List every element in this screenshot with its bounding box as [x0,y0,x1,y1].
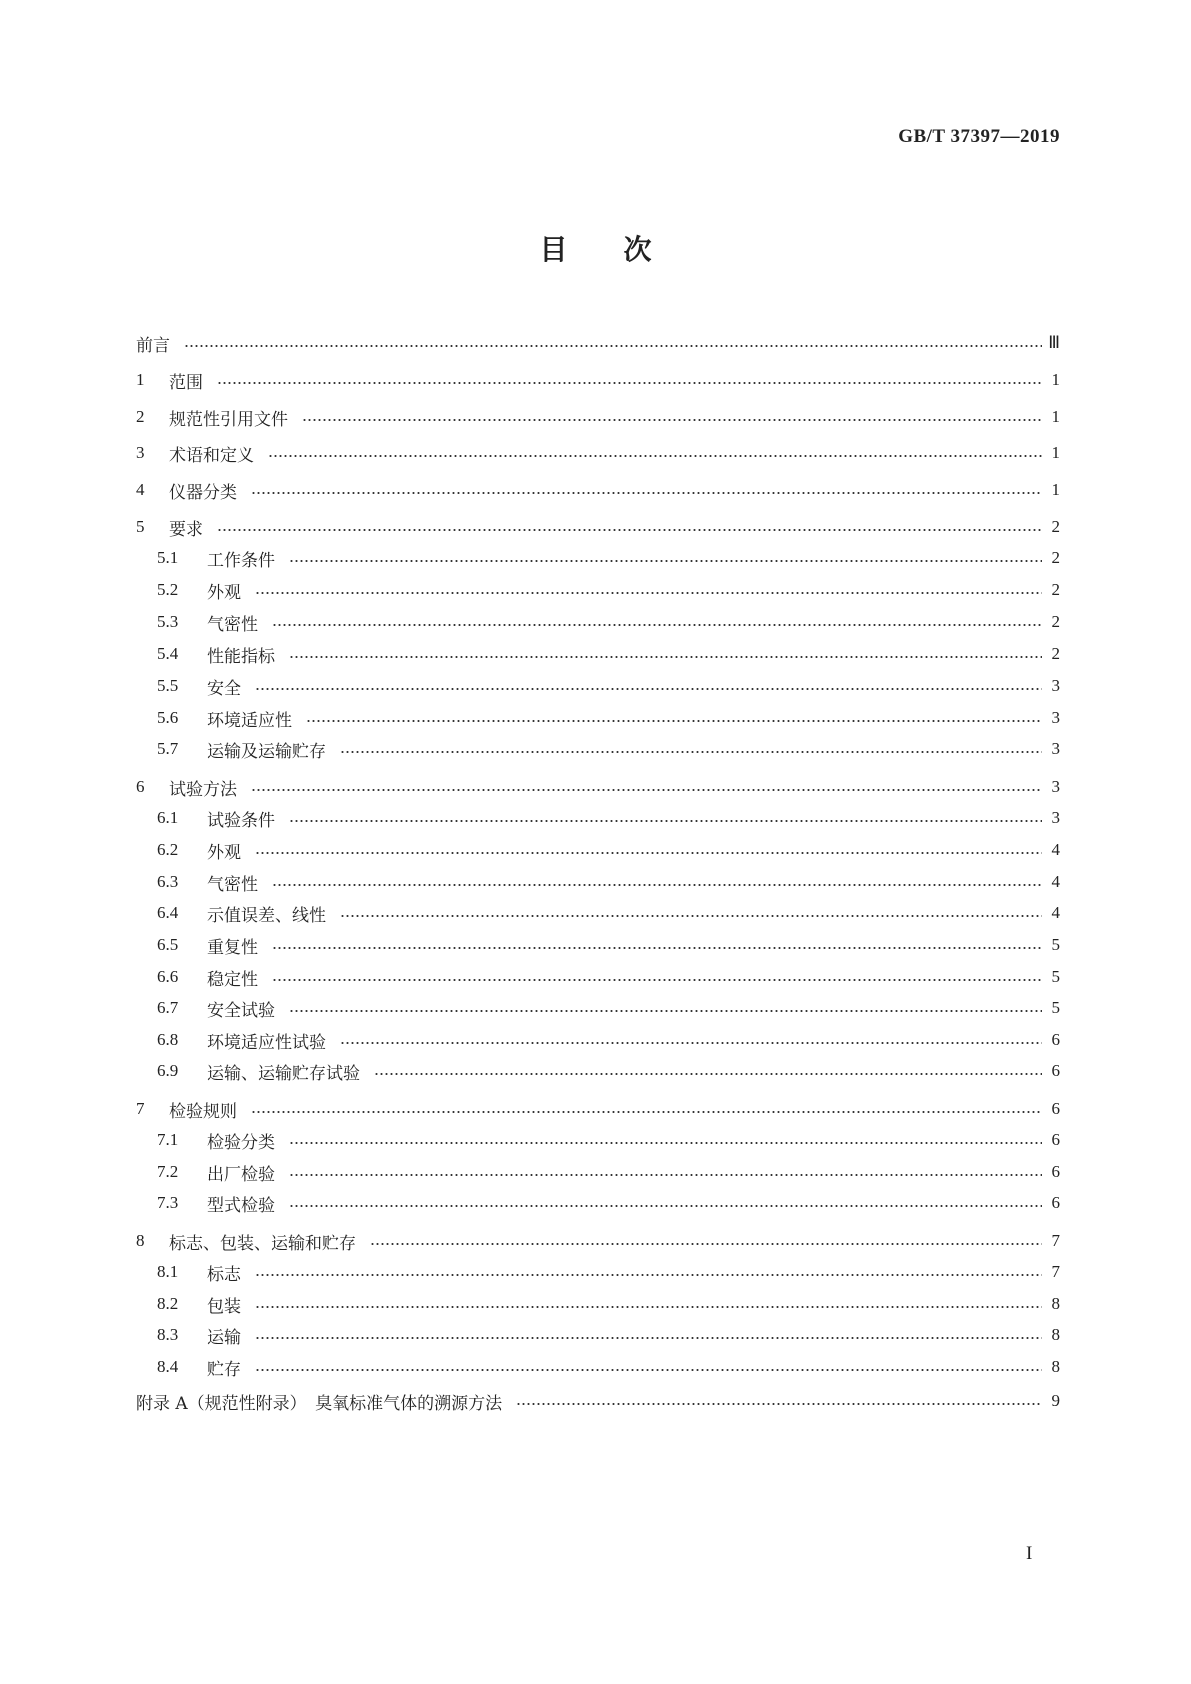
dot-leader [217,528,1042,532]
dot-leader [289,1009,1042,1013]
toc-entry[interactable] [136,441,1060,465]
toc-entry-number: 7.3 [157,1193,179,1212]
toc-entry[interactable] [136,1229,1060,1253]
toc-entry-label: 检验规则 [169,1101,237,1122]
toc-entry-label: 前言 [136,335,170,356]
title-char: 次 [623,233,652,266]
toc-entry-number: 6.6 [157,967,179,986]
dot-leader [184,344,1042,348]
toc-entry[interactable] [157,1028,1060,1052]
page-title [0,228,1191,268]
toc-entry[interactable] [136,1097,1060,1121]
toc-entry-page: 3 [1051,808,1060,827]
toc-entry-label: 外观 [207,582,241,603]
toc-entry-number: 6.9 [157,1061,179,1080]
toc-entry-label: 仪器分类 [169,482,237,503]
toc-entry-label: 工作条件 [207,550,275,571]
toc-entry[interactable] [136,405,1060,429]
title-char: 目 [539,233,568,266]
toc-entry[interactable] [136,368,1060,392]
toc-entry-page: Ⅲ [1048,333,1060,352]
toc-entry-number: 5.6 [157,708,179,727]
toc-entry-label: 附录 A（规范性附录） 臭氧标准气体的溯源方法 [136,1393,503,1414]
toc-entry[interactable] [136,775,1060,799]
toc-entry-page: 2 [1051,580,1060,599]
toc-entry-label: 试验方法 [169,779,237,800]
toc-entry-label: 标志 [207,1264,241,1285]
toc-entry-number: 6.7 [157,998,179,1017]
dot-leader [289,1173,1042,1177]
toc-entry-page: 9 [1051,1391,1060,1410]
toc-entry-page: 8 [1051,1357,1060,1376]
toc-entry-page: 4 [1051,840,1060,859]
toc-entry[interactable] [157,1191,1060,1215]
dot-leader [217,381,1042,385]
dot-leader [255,1273,1042,1277]
toc-entry-page: 4 [1051,903,1060,922]
dot-leader [255,851,1042,855]
toc-entry[interactable] [157,838,1060,862]
dot-leader [306,719,1042,723]
toc-entry-number: 7.1 [157,1130,179,1149]
toc-entry-label: 规范性引用文件 [169,409,288,430]
toc-entry-page: 5 [1051,967,1060,986]
toc-entry-number: 6.5 [157,935,179,954]
toc-entry[interactable] [157,1128,1060,1152]
toc-entry-number: 6.2 [157,840,179,859]
toc-entry-label: 范围 [169,372,203,393]
dot-leader [251,1110,1042,1114]
dot-leader [370,1242,1042,1246]
toc-entry-number: 1 [136,370,145,389]
toc-entry-page: 1 [1051,370,1060,389]
toc-entry[interactable] [157,578,1060,602]
toc-entry-label: 运输及运输贮存 [207,741,326,762]
toc-entry-page: 5 [1051,935,1060,954]
toc-entry-label: 检验分类 [207,1132,275,1153]
toc-entry-number: 2 [136,407,145,426]
toc-entry-page: 6 [1051,1193,1060,1212]
toc-entry-page: 5 [1051,998,1060,1017]
dot-leader [251,491,1042,495]
toc-entry[interactable] [157,965,1060,989]
dot-leader [268,454,1042,458]
toc-entry-page: 6 [1051,1130,1060,1149]
toc-entry[interactable] [157,546,1060,570]
toc-entry-page: 2 [1051,644,1060,663]
toc-entry[interactable] [136,331,1060,355]
toc-entry[interactable] [157,674,1060,698]
toc-entry-number: 5.7 [157,739,179,758]
toc-entry-number: 6.3 [157,872,179,891]
toc-entry-number: 5.5 [157,676,179,695]
dot-leader [289,559,1042,563]
dot-leader [289,819,1042,823]
toc-entry-number: 7 [136,1099,145,1118]
dot-leader [272,946,1042,950]
dot-leader [289,1204,1042,1208]
toc-entry-label: 出厂检验 [207,1164,275,1185]
dot-leader [255,687,1042,691]
toc-entry-number: 8 [136,1231,145,1250]
toc-entry-label: 试验条件 [207,810,275,831]
toc-entry-number: 6.1 [157,808,179,827]
toc-entry-page: 3 [1051,739,1060,758]
toc-entry-page: 8 [1051,1325,1060,1344]
toc-entry-label: 贮存 [207,1359,241,1380]
toc-entry[interactable] [157,1260,1060,1284]
toc-entry-label: 环境适应性试验 [207,1032,326,1053]
toc-entry-number: 5.2 [157,580,179,599]
toc-entry-label: 气密性 [207,874,258,895]
toc-entry-label: 术语和定义 [169,445,254,466]
toc-entry-number: 5.1 [157,548,179,567]
toc-entry[interactable] [157,901,1060,925]
dot-leader [340,750,1042,754]
toc-entry-number: 6 [136,777,145,796]
dot-leader [255,1305,1042,1309]
toc-entry-number: 5 [136,517,145,536]
toc-entry-page: 4 [1051,872,1060,891]
toc-entry[interactable] [157,1160,1060,1184]
toc-entry-page: 6 [1051,1061,1060,1080]
toc-entry-label: 气密性 [207,614,258,635]
toc-entry-label: 安全试验 [207,1000,275,1021]
toc-entry-page: 7 [1051,1262,1060,1281]
dot-leader [374,1072,1042,1076]
dot-leader [272,978,1042,982]
toc-entry-label: 重复性 [207,937,258,958]
toc-entry-number: 8.2 [157,1294,179,1313]
toc-entry[interactable] [157,706,1060,730]
toc-entry-page: 1 [1051,443,1060,462]
toc-entry[interactable] [136,515,1060,539]
toc-entry-label: 外观 [207,842,241,863]
toc-entry-number: 4 [136,480,145,499]
toc-entry-page: 1 [1051,407,1060,426]
toc-entry[interactable] [157,1323,1060,1347]
toc-entry[interactable] [157,737,1060,761]
toc-entry-label: 标志、包装、运输和贮存 [169,1233,356,1254]
toc-entry[interactable] [157,996,1060,1020]
toc-entry[interactable] [136,1389,1060,1413]
dot-leader [251,788,1042,792]
dot-leader [289,655,1042,659]
toc-entry-label: 包装 [207,1296,241,1317]
toc-entry-number: 6.8 [157,1030,179,1049]
toc-entry[interactable] [157,642,1060,666]
toc-entry-page: 3 [1051,708,1060,727]
toc-entry-number: 8.3 [157,1325,179,1344]
toc-entry-page: 2 [1051,517,1060,536]
toc-entry-number: 8.1 [157,1262,179,1281]
dot-leader [255,1368,1042,1372]
dot-leader [272,883,1042,887]
toc-entry-page: 6 [1051,1162,1060,1181]
toc-entry-page: 1 [1051,480,1060,499]
toc-entry-label: 环境适应性 [207,710,292,731]
toc-entry-label: 示值误差、线性 [207,905,326,926]
toc-entry-label: 运输 [207,1327,241,1348]
toc-entry[interactable] [157,610,1060,634]
dot-leader [340,1041,1042,1045]
toc-entry[interactable] [157,1355,1060,1379]
toc-entry[interactable] [157,806,1060,830]
toc-entry-number: 5.3 [157,612,179,631]
dot-leader [255,591,1042,595]
toc-entry[interactable] [157,870,1060,894]
toc-entry-page: 6 [1051,1099,1060,1118]
toc-entry[interactable] [157,1059,1060,1083]
toc-entry-page: 8 [1051,1294,1060,1313]
dot-leader [340,914,1042,918]
toc-entry-page: 6 [1051,1030,1060,1049]
dot-leader [516,1402,1042,1406]
toc-entry[interactable] [157,1292,1060,1316]
dot-leader [289,1141,1042,1145]
dot-leader [302,418,1042,422]
toc-entry-number: 6.4 [157,903,179,922]
toc-entry-label: 性能指标 [207,646,275,667]
toc-entry-page: 2 [1051,548,1060,567]
dot-leader [255,1336,1042,1340]
dot-leader [272,623,1042,627]
toc-entry-page: 7 [1051,1231,1060,1250]
toc-entry-label: 运输、运输贮存试验 [207,1063,360,1084]
toc-entry-page: 3 [1051,676,1060,695]
toc-entry-number: 7.2 [157,1162,179,1181]
toc-entry-number: 3 [136,443,145,462]
toc-entry-label: 要求 [169,519,203,540]
toc-entry-number: 8.4 [157,1357,179,1376]
toc-entry-label: 型式检验 [207,1195,275,1216]
page-number: I [1026,1543,1033,1564]
toc-entry-label: 稳定性 [207,969,258,990]
toc-entry[interactable] [157,933,1060,957]
toc-entry-page: 3 [1051,777,1060,796]
toc-entry[interactable] [136,478,1060,502]
toc-entry-page: 2 [1051,612,1060,631]
toc-entry-label: 安全 [207,678,241,699]
toc-entry-number: 5.4 [157,644,179,663]
standard-number: GB/T 37397—2019 [898,126,1060,147]
